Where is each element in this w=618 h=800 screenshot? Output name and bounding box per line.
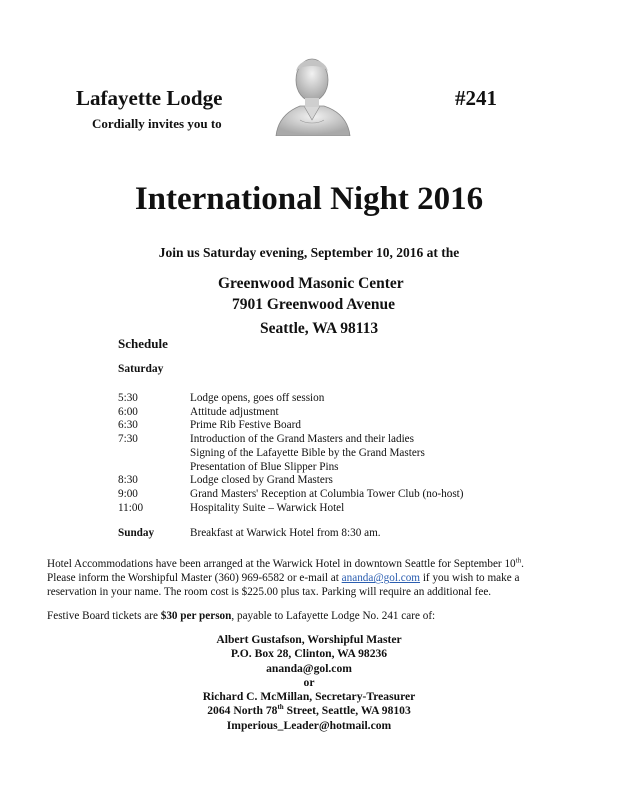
lodge-number: #241 (455, 86, 497, 110)
event-title: International Night 2016 (134, 181, 484, 217)
schedule-text: Prime Rib Festive Board (190, 419, 301, 432)
venue-city: Seattle, WA 98113 (260, 320, 379, 337)
sunday-row (118, 527, 381, 539)
schedule-text: Attitude adjustment (190, 405, 279, 418)
hotel-line-2-end: if you wish to make a (422, 572, 520, 585)
invite-line: Cordially invites you to (92, 116, 222, 131)
contact-2-address-a: 2064 North 78 (207, 704, 278, 718)
schedule-time: 7:30 (118, 433, 138, 446)
hotel-line-2-text: Please inform the Worshipful Master (360) 969-6582 or e-mail at (47, 572, 339, 585)
contacts-block (0, 633, 618, 733)
schedule-row (118, 474, 464, 488)
schedule-row (118, 419, 464, 433)
lafayette-bust-image (270, 50, 354, 136)
schedule-time (118, 447, 190, 461)
schedule-time: 5:30 (118, 392, 138, 404)
contact-2-address-sup: th (277, 703, 284, 712)
venue-street: 7901 Greenwood Avenue (232, 296, 396, 313)
contact-2-address-b: Street, Seattle, WA 98103 (283, 704, 411, 718)
hotel-line-1 (47, 557, 587, 571)
sunday-text: Breakfast at Warwick Hotel from 8:30 am. (190, 527, 381, 539)
schedule-row (118, 433, 464, 447)
join-line: Join us Saturday evening, September 10, 2016 at the (158, 245, 460, 260)
sunday-label: Sunday (118, 527, 155, 539)
or-separator: or (303, 675, 315, 689)
schedule-text: Signing of the Lafayette Bible by the Grand Masters (190, 446, 425, 459)
schedule-time: 9:00 (118, 487, 138, 500)
schedule-text: Lodge opens, goes off session (190, 392, 325, 404)
saturday-heading: Saturday (118, 363, 164, 375)
contact-2-name: Richard C. McMillan, Secretary-Treasurer (202, 690, 416, 704)
schedule-time: 6:30 (118, 419, 138, 432)
schedule-time: 8:30 (118, 474, 138, 487)
schedule-row (118, 488, 464, 502)
tickets-text: Festive Board tickets are (47, 610, 158, 622)
hotel-line-1-end: . (521, 558, 524, 570)
schedule-heading: Schedule (118, 336, 168, 351)
schedule-text: Presentation of Blue Slipper Pins (190, 460, 339, 473)
venue-name: Greenwood Masonic Center (218, 275, 404, 292)
tickets-paragraph (47, 609, 587, 623)
contact-1-address: P.O. Box 28, Clinton, WA 98236 (230, 647, 388, 661)
schedule-text: Introduction of the Grand Masters and their ladies (190, 433, 414, 446)
schedule-row (118, 447, 464, 461)
email-link[interactable]: ananda@gol.com (341, 572, 421, 585)
contact-1-name: Albert Gustafson, Worshipful Master (216, 633, 402, 646)
schedule-time: 11:00 (118, 501, 144, 514)
contact-2-email: Imperious_Leader@hotmail.com (226, 718, 392, 732)
hotel-line-2 (47, 571, 587, 585)
schedule-row (118, 461, 464, 475)
contact-2-address (0, 704, 618, 718)
hotel-line-3: reservation in your name. The room cost is $225.00 plus tax. Parking will require an additional fee. (47, 586, 492, 599)
schedule-row (118, 392, 464, 406)
hotel-line-1-text: Hotel Accommodations have been arranged at the Warwick Hotel in downtown Seattle for September 10 (47, 558, 516, 570)
schedule-text: Lodge closed by Grand Masters (190, 474, 333, 487)
schedule-list (118, 392, 464, 515)
schedule-text: Grand Masters' Reception at Columbia Tower Club (no-host) (190, 487, 464, 500)
ticket-price: $30 per person (160, 610, 232, 622)
hotel-paragraph (47, 557, 587, 600)
tickets-text-end: , payable to Lafayette Lodge No. 241 care of: (231, 610, 436, 622)
schedule-text: Hospitality Suite – Warwick Hotel (190, 501, 345, 514)
schedule-time (118, 461, 190, 475)
schedule-time: 6:00 (118, 405, 138, 418)
contact-1-email: ananda@gol.com (266, 661, 352, 675)
lodge-name: Lafayette Lodge (76, 86, 223, 110)
hotel-line-1-sup: th (515, 556, 522, 565)
schedule-row (118, 406, 464, 420)
schedule-row (118, 502, 464, 516)
